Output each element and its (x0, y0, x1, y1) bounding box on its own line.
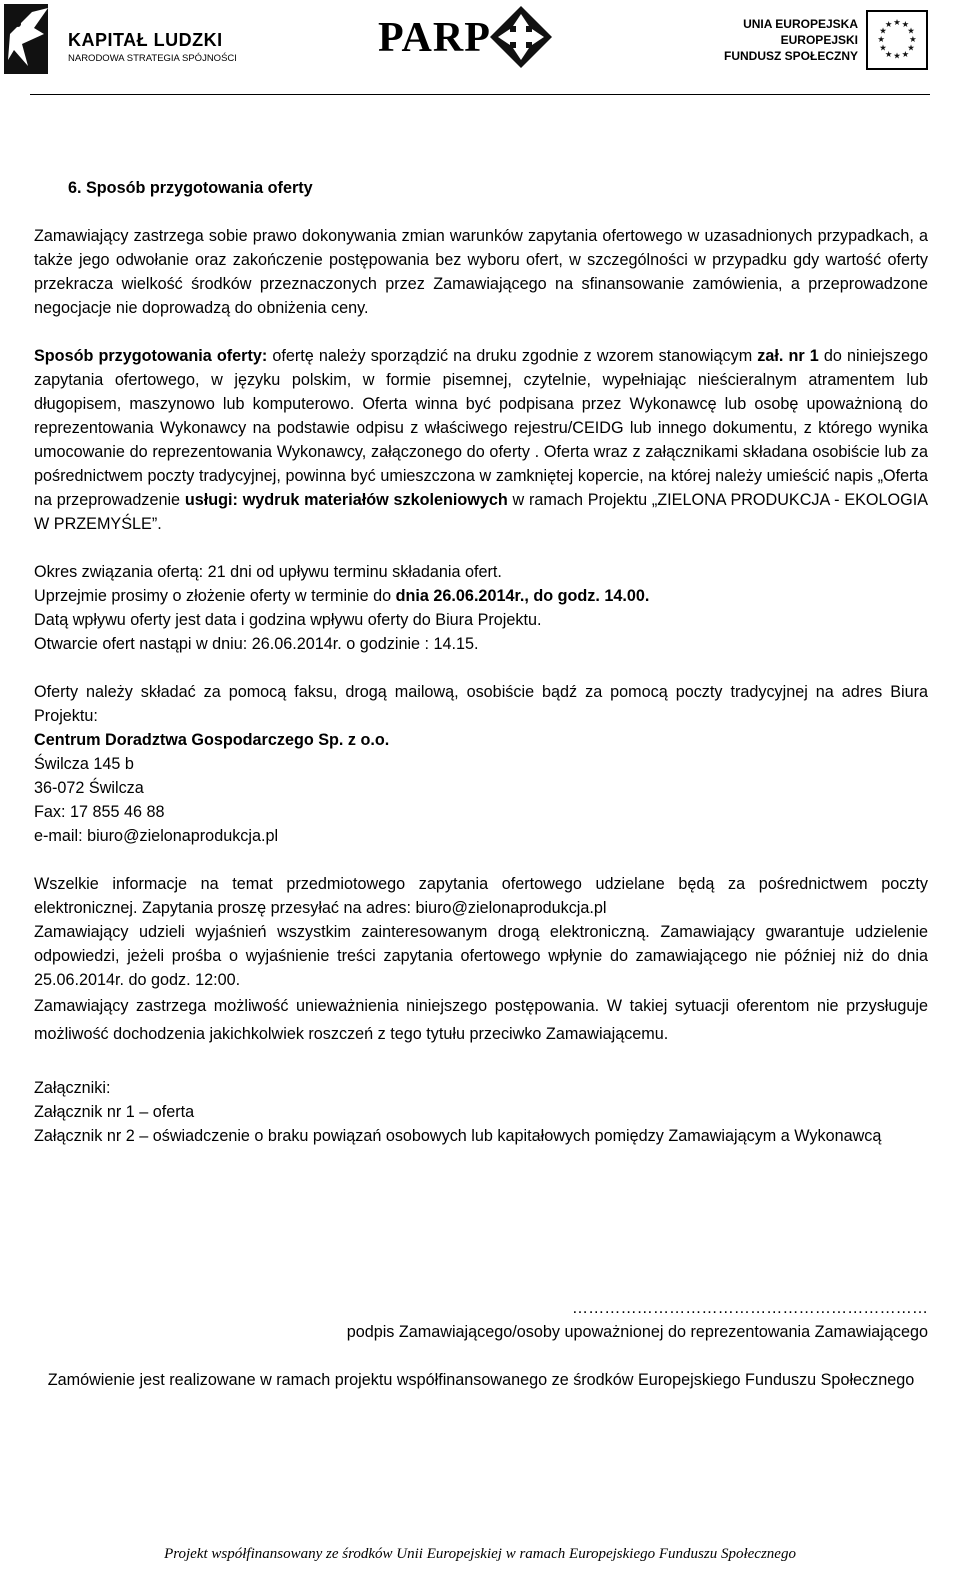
svg-text:★: ★ (884, 48, 893, 59)
parp-mark-icon (488, 4, 554, 70)
kapital-ludzki-title: KAPITAŁ LUDZKI (68, 30, 223, 50)
eu-flag-icon (866, 10, 928, 70)
address-block: Oferty należy składać za pomocą faksu, drogą mailową, osobiście bądź za pomocą poczty tradycyjnej na adres Biura Projektu: Centrum Doradztwa Gospodarczego Sp. z o.o. Świlcza 145 b 36-072 Świlcza Fax: 17 855 46 88 e-mail: biuro@zielonaprodukcja.pl (34, 683, 928, 845)
kapital-ludzki-subtitle: NARODOWA STRATEGIA SPÓJNOŚCI (68, 53, 237, 64)
kapital-ludzki-logo (4, 4, 237, 74)
parp-logo (378, 4, 558, 70)
header-divider (30, 94, 930, 95)
svg-text:★: ★ (907, 42, 915, 53)
section-heading: 6. Sposób przygotowania oferty (68, 179, 313, 197)
signature-dots: ………………………………………………………… (571, 1299, 928, 1317)
page-footer: Projekt współfinansowany ze środków Unii Europejskiej w ramach Europejskiego Funduszu Społecznego (164, 1546, 796, 1562)
svg-text:★: ★ (901, 18, 910, 29)
deadline-block: Okres związania ofertą: 21 dni od upływu terminu składania ofert. Uprzejmie prosimy o złożenie oferty w terminie do dnia 26.06.2014r., do godz. 14.00. Datą wpływu oferty jest data i godzina wpływu oferty do Biura Projektu. Otwarcie ofert nastąpi w dniu: 26.06.2014r. o godzinie : 14.15. (34, 563, 650, 653)
parp-wordmark: PARP (378, 15, 491, 61)
svg-text:★: ★ (884, 18, 893, 29)
paragraph-reservation: Zamawiający zastrzega sobie prawo dokonywania zmian warunków zapytania ofertowego w uzasadnionych przypadkach, a także jego odwołanie oraz zakończenie postępowania bez wyboru ofert, w szczególności w przypadku gdy wartość oferty przekracza wielkość środków przeznaczonych przez Zamawiającego na sfinansowanie zamówienia, a przeprowadzone negocjacje nie doprowadzą do obniżenia ceny. (34, 227, 928, 317)
attachments-block: Załączniki: Załącznik nr 1 – oferta Załącznik nr 2 – oświadczenie o braku powiązań osobowych lub kapitałowych pomiędzy Zamawiającym a Wykonawcą (34, 1079, 882, 1145)
document-body (34, 176, 928, 1148)
funding-note: Zamówienie jest realizowane w ramach projektu współfinansowanego ze środków Europejskiego Funduszu Społecznego (47, 1371, 915, 1389)
paragraph-preparation: Sposób przygotowania oferty: ofertę należy sporządzić na druku zgodnie z wzorem stanowiącym zał. nr 1 do niniejszego zapytania ofertowego, w języku polskim, w formie pisemnej, czytelnie, wypełniając nieścieralnym atramentem lub długopisem, maszynowo lub komputerowo. Oferta winna być podpisana przez Wykonawcę lub osobę upoważnioną do reprezentowania Wykonawcy na podstawie odpisu z właściwego rejestru/CEIDG lub innego dokumentu, z którego wynika umocowanie do reprezentowania Wykonawcy, załączonego do oferty . Oferta wraz z załącznikami składana osobiście lub za pośrednictwem poczty tradycyjnej, powinna być umieszczona w zamkniętej kopercie, na której należy umieścić napis „Oferta na przeprowadzenie usługi: wydruk materiałów szkoleniowych w ramach Projektu „ZIELONA PRODUKCJA - EKOLOGIA W PRZEMYŚLE”. (34, 347, 929, 533)
svg-text:★: ★ (907, 25, 915, 36)
eu-logo-text: UNIA EUROPEJSKA EUROPEJSKI FUNDUSZ SPOŁECZNY (723, 17, 858, 63)
svg-text:★: ★ (879, 42, 887, 53)
svg-text:★: ★ (901, 48, 910, 59)
svg-text:★: ★ (879, 25, 887, 36)
signature-label: podpis Zamawiającego/osoby upoważnionej do reprezentowania Zamawiającego (346, 1323, 928, 1341)
svg-text:★: ★ (877, 33, 885, 44)
info-block: Wszelkie informacje na temat przedmiotowego zapytania ofertowego udzielane będą za pośrednictwem poczty elektronicznej. Zapytania proszę przesyłać na adres: biuro@zielonaprodukcja.pl Zamawiający udzieli wyjaśnień wszystkim zainteresowanym drogą elektroniczną. Zamawiający gwarantuje udzielenie odpowiedzi, jeżeli prośba o wyjaśnienie treści zapytania ofertowego wpłynie do zamawiającego nie później niż do dnia 25.06.2014r. do godz. 12:00. Zamawiający zastrzega możliwość unieważnienia niniejszego postępowania. W takiej sytuacji oferentom nie przysługuje możliwość dochodzenia jakichkolwiek roszczeń z tego tytułu przeciwko Zamawiającemu. (34, 875, 928, 1043)
svg-text:★: ★ (893, 50, 901, 61)
eu-logo (723, 10, 928, 72)
svg-text:★: ★ (893, 17, 901, 28)
svg-text:★: ★ (909, 33, 917, 44)
page-header (0, 0, 960, 96)
kapital-ludzki-mark-icon (4, 4, 54, 74)
signature-block (347, 1296, 928, 1344)
